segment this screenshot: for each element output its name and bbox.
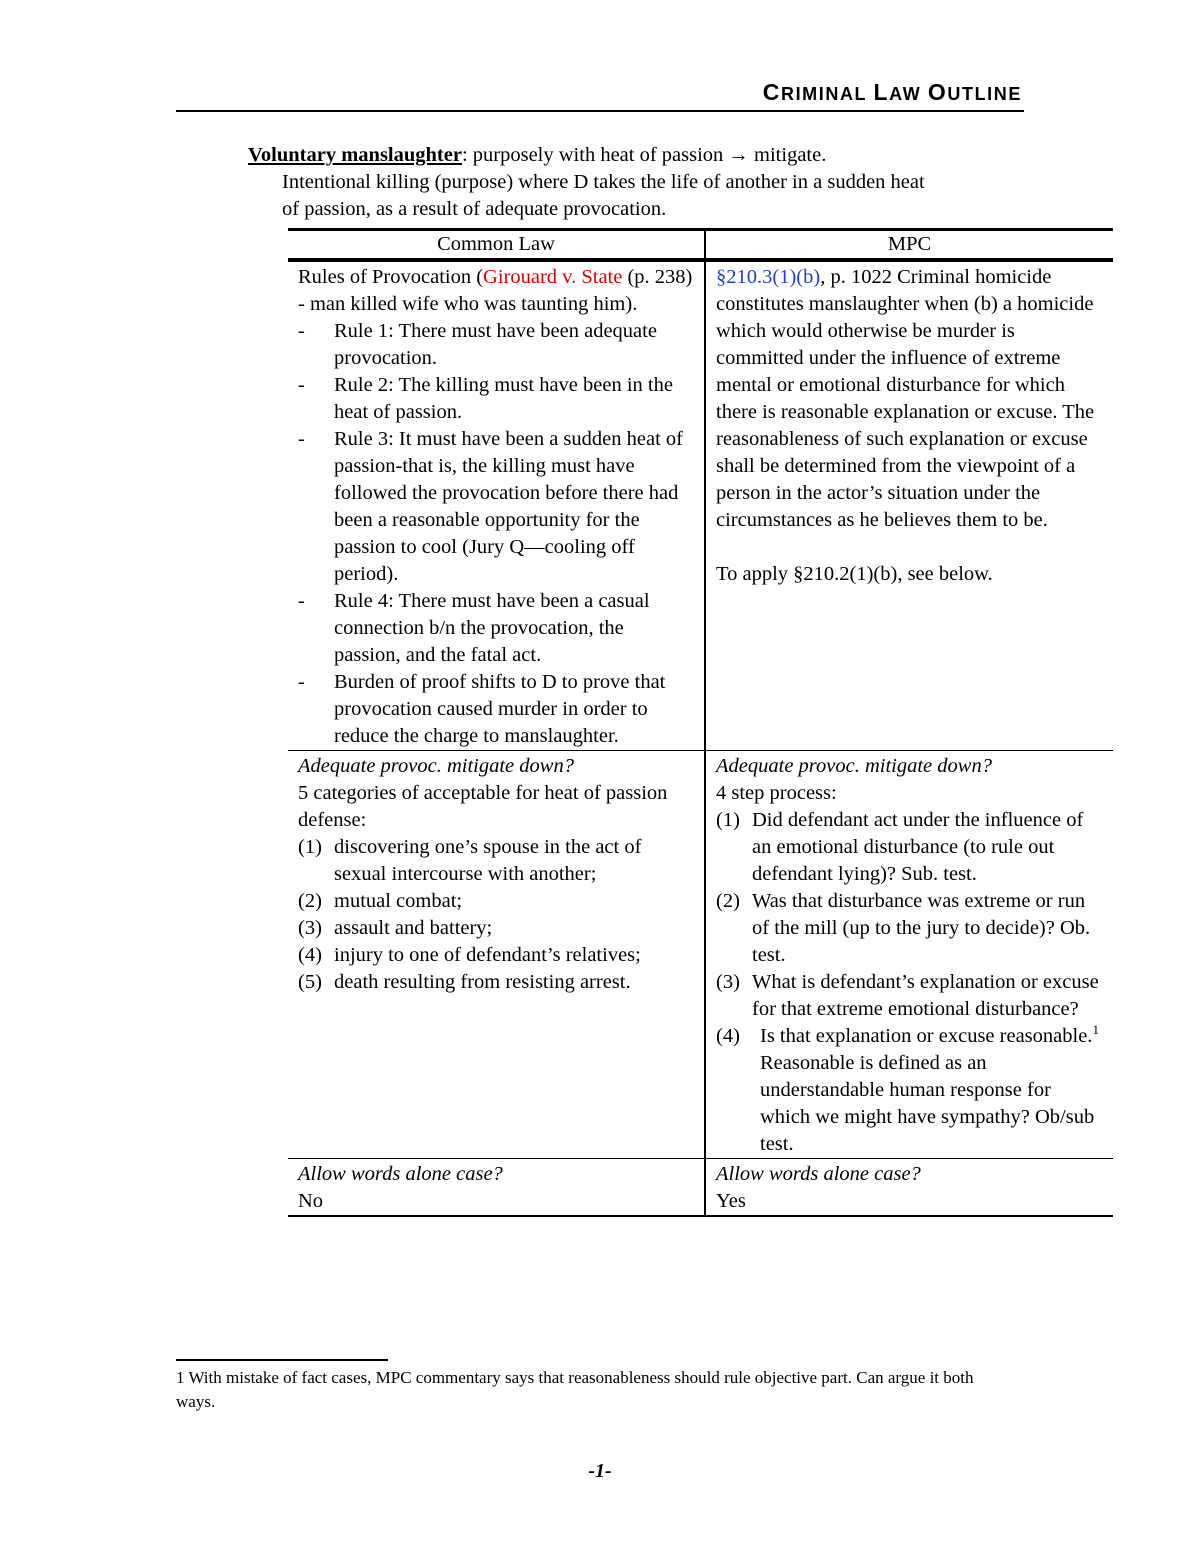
common-law-rules-cell [288,260,705,751]
cl-mitigation-lead: 5 categories of acceptable for heat of passion defense: [298,782,668,831]
cl-categories-list [298,834,694,996]
comparison-table [288,228,1113,1217]
cl-mitigation-question: Adequate provoc. mitigate down? [298,755,574,777]
mpc-mitigation-question: Adequate provoc. mitigate down? [716,755,992,777]
list-item: (3) What is defendant’s explanation or excuse for that extreme emotional disturbance? [716,971,1099,1020]
header-initial-3: O [927,79,948,105]
footnote-divider [176,1359,388,1361]
page-header-title [176,78,1022,108]
header-initial-1: C [762,79,781,105]
list-item: - Rule 3: It must have been a sudden heat of passion-that is, the killing must have followed the provocation before there had been a reasonable opportunity for the passion to cool (Jury Q—cooling off period). [298,426,694,588]
header-rest-1: RIMINAL [780,84,874,104]
table-row-words-alone [288,1159,1113,1217]
table-row-rules [288,260,1113,751]
table-header-row [288,230,1113,261]
mpc-words-cell [705,1159,1113,1217]
header-initial-2: L [873,79,890,105]
intro-line-3: of passion, as a result of adequate provocation. [282,198,667,220]
footnote-text: 1 With mistake of fact cases, MPC commentary says that reasonableness should rule objective part. Can argue it both ways. [176,1368,974,1411]
statute-link-210-3[interactable]: §210.3(1)(b) [716,266,821,288]
mpc-statute-cell [705,260,1113,751]
list-item: (4) Is that explanation or excuse reasonable.$^1$ Reasonable is defined as an understandable human response for which we might have sympathy? Ob/sub test. [716,1022,1099,1155]
header-rest-3: UTLINE [947,84,1022,104]
mpc-statute-text: §210.3(1)(b), p. 1022 Criminal homicide constitutes manslaughter when (b) a homicide which would otherwise be murder is committed under the influence of extreme mental or emotional disturbance for which there is reasonable explanation or excuse. The reasonableness of such explanation or excuse shall be determined from the viewpoint of a person in the actor’s situation under the circumstances as he believes them to be. [716,266,1095,531]
list-item: (2) Was that disturbance was extreme or run of the mill (up to the jury to decide)? Ob. test. [716,890,1091,966]
list-item: (3) assault and battery; [298,917,493,939]
common-law-words-cell [288,1159,705,1217]
footnote-ref[interactable]: 1 [1092,1022,1099,1038]
header-rest-2: AW [889,84,928,104]
list-item: (1) discovering one’s spouse in the act of sexual intercourse with another; [298,836,642,885]
list-item: (5) death resulting from resisting arrest. [298,971,631,993]
case-link-girouard[interactable]: Girouard v. State [483,266,623,288]
list-item: (4) injury to one of defendant’s relatives; [298,944,641,966]
header-divider [176,110,1024,112]
mpc-steps-list [716,807,1103,1158]
intro-section [248,142,1028,223]
list-item: (1) Did defendant act under the influence of an emotional disturbance (to rule out defendant lying)? Sub. test. [716,809,1084,885]
common-law-mitigation-cell [288,751,705,1159]
mpc-words-question: Allow words alone case? [716,1163,921,1185]
intro-definition: : purposely with heat of passion → mitigate. [461,144,827,166]
cl-words-answer: No [298,1190,324,1212]
list-item: - Rule 4: There must have been a casual connection b/n the provocation, the passion, and the fatal act. [298,588,694,669]
provocation-intro: Rules of Provocation (Girouard v. State (p. 238) - man killed wife who was taunting him). [298,266,693,315]
header-mpc: MPC [705,230,1113,261]
intro-line-2: Intentional killing (purpose) where D takes the life of another in a sudden heat [282,171,925,193]
intro-term: Voluntary manslaughter [248,144,462,166]
list-item: - Rule 1: There must have been adequate provocation. [298,318,694,372]
list-item: - Burden of proof shifts to D to prove that provocation caused murder in order to reduce the charge to manslaughter. [298,669,694,750]
mpc-words-answer: Yes [716,1190,746,1212]
cl-words-question: Allow words alone case? [298,1163,503,1185]
mpc-mitigation-cell [705,751,1113,1159]
table-row-mitigation [288,751,1113,1159]
provocation-rules-list [298,318,694,750]
intro-definition-line [248,142,1028,169]
mpc-mitigation-lead: 4 step process: [716,782,837,804]
page-number: -1- [588,1460,612,1482]
header-common-law: Common Law [288,230,705,261]
mpc-apply-note: To apply §210.2(1)(b), see below. [716,563,993,585]
list-item: (2) mutual combat; [298,890,463,912]
list-item: - Rule 2: The killing must have been in the heat of passion. [298,372,694,426]
